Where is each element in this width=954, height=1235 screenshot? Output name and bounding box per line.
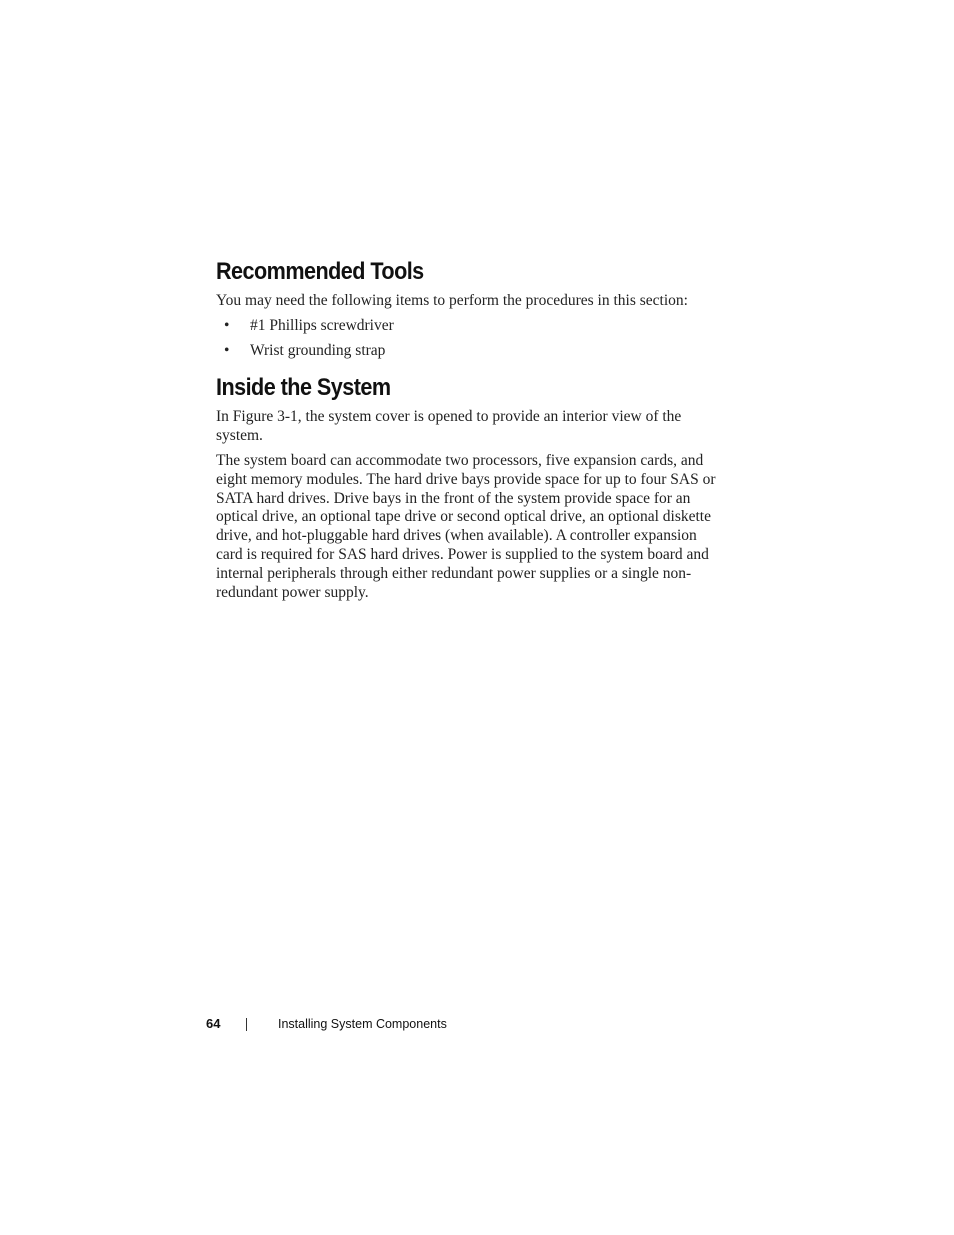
heading-inside-the-system: Inside the System: [216, 374, 391, 402]
tools-intro-paragraph: You may need the following items to perform the procedures in this section:: [216, 292, 688, 309]
page-footer: [206, 1014, 506, 1034]
footer-section-name: Installing System Components: [278, 1017, 447, 1031]
tools-list: [216, 317, 716, 361]
list-item: [216, 317, 716, 336]
heading-recommended-tools: Recommended Tools: [216, 258, 424, 285]
page-content: [216, 252, 716, 608]
bullet-icon: •: [224, 316, 230, 334]
page-number: 64: [206, 1016, 221, 1031]
bullet-icon: •: [224, 341, 230, 359]
footer-separator: [246, 1018, 247, 1031]
list-item: [216, 342, 716, 361]
list-item-text: Wrist grounding strap: [250, 341, 386, 359]
system-paragraph: In Figure 3-1, the system cover is opened to provide an interior view of the system.: [216, 408, 682, 445]
list-item-text: #1 Phillips screwdriver: [250, 316, 394, 334]
system-paragraph: The system board can accommodate two processors, five expansion cards, and eight memory modules. The hard drive bays provide space for up to four SAS or SATA hard drives. Drive bays in the front of the system provide space for an optical drive, an optional tape drive or second optical drive, an optional diskette drive, and hot-pluggable hard drives (when available). A controller expansion card is required for SAS hard drives. Power is supplied to the system board and internal peripherals through either redundant power supplies or a single non-redundant power supply.: [216, 451, 716, 601]
